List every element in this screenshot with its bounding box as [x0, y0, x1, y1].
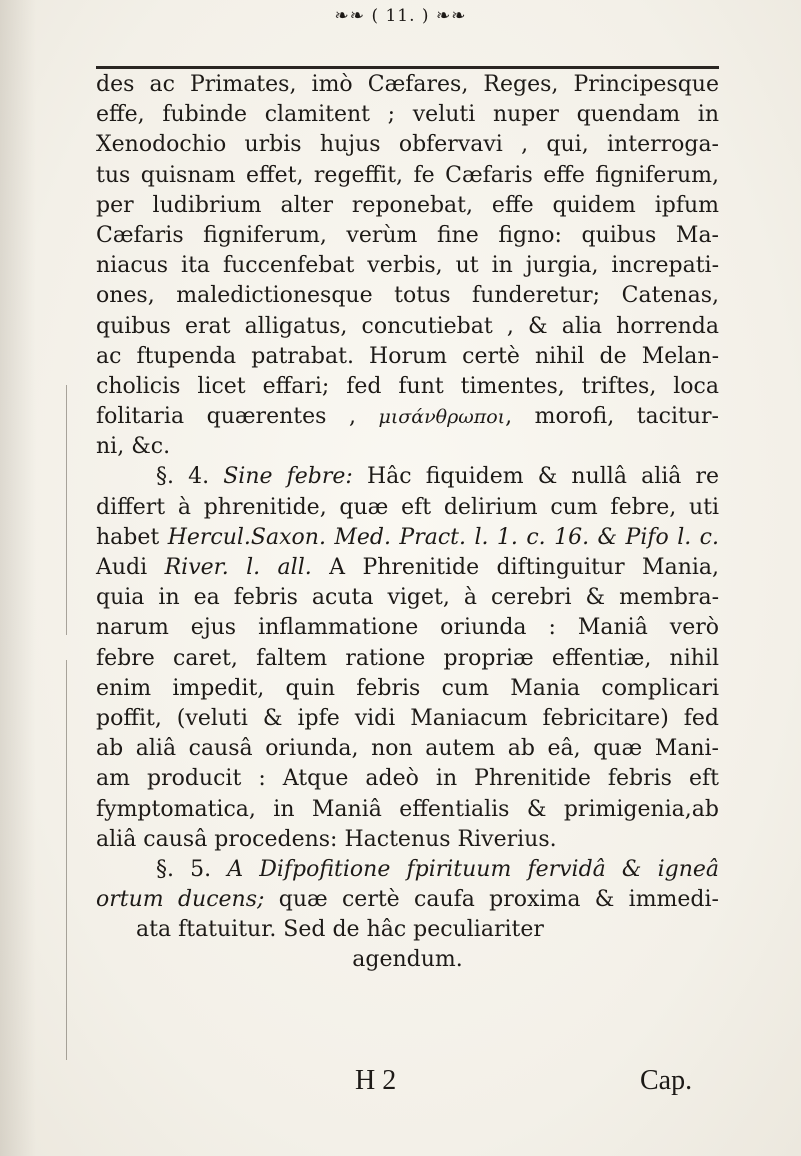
text-line: narum ejus inflammatione oriunda : Maniâ verò — [96, 615, 719, 641]
page-header — [0, 6, 801, 26]
page-footer — [0, 1065, 801, 1105]
header-ornament-left: ❧❧ — [334, 6, 372, 26]
section-number: §. 4. — [156, 464, 210, 490]
text-run: , morofi, tacitur- — [505, 404, 719, 430]
text-run: habet — [96, 524, 160, 550]
section-heading: A Difpofitione fpirituum fervidâ & igneâ — [227, 856, 720, 882]
text-line: enim impedit, quin febris cum Mania complicari — [96, 675, 719, 701]
body-text — [96, 70, 719, 976]
text-line — [96, 885, 719, 915]
margin-mark — [66, 660, 67, 1060]
text-line: niacus ita fuccenfebat verbis, ut in jurgia, increpati- — [96, 253, 719, 279]
section-heading: Sine febre: — [223, 464, 353, 490]
text-line — [96, 553, 719, 583]
text-line — [96, 462, 719, 492]
text-line: tus quisnam effet, regeffit, fe Cæfaris effe figniferum, — [96, 162, 719, 188]
text-run: Audi — [96, 555, 148, 580]
binding-shadow — [0, 0, 36, 1156]
text-line — [96, 855, 719, 885]
text-line: Cæfaris figniferum, verùm fine figno: quibus Ma- — [96, 222, 719, 248]
citation: River. l. all. — [164, 555, 312, 580]
text-line: fymptomatica, in Maniâ effentialis & primigenia,ab — [96, 796, 719, 822]
signature-mark: H 2 — [355, 1065, 397, 1096]
text-line: quia in ea febris acuta viget, à cerebri & membra- — [96, 585, 719, 611]
text-line: quibus erat alligatus, concutiebat , & alia horrenda — [96, 313, 719, 339]
text-run: Hâc fiquidem & nullâ aliâ re — [366, 464, 720, 490]
text-run: A Phrenitide diftinguitur Mania, — [329, 555, 720, 580]
text-line: ni, &c. — [96, 434, 171, 460]
text-run: folitaria quærentes , — [96, 404, 356, 430]
greek-word: μισάνθρωποι — [378, 406, 506, 429]
text-line — [96, 402, 719, 432]
text-line: poffit, (veluti & ipfe vidi Maniacum febricitare) fed — [96, 705, 719, 731]
text-line: per ludibrium alter reponebat, effe quidem ipfum — [96, 192, 719, 218]
section-number: §. 5. — [156, 856, 212, 882]
text-line: aliâ causâ procedens: Hactenus Riverius. — [96, 826, 557, 852]
citation: Hercul.Saxon. Med. Pract. l. 1. c. 16. & Pifo l. c. — [167, 524, 719, 550]
section-heading: ortum ducens; — [96, 887, 265, 913]
header-ornament-right: ❧❧ — [429, 6, 467, 26]
text-line: cholicis licet effari; fed funt timentes, triftes, loca — [96, 373, 719, 399]
text-line: ab aliâ causâ oriunda, non autem ab eâ, quæ Mani- — [96, 736, 719, 762]
text-line: agendum. — [352, 947, 463, 973]
text-line: ata ftatuitur. Sed de hâc peculiariter — [136, 917, 544, 943]
text-line: effe, fubinde clamitent ; veluti nuper quendam in — [96, 102, 719, 128]
catchword: Cap. — [640, 1065, 693, 1096]
text-line: am producit : Atque adeò in Phrenitide febris eft — [96, 766, 719, 792]
text-line: ac ftupenda patrabat. Horum certè nihil de Melan- — [96, 343, 719, 369]
text-line: des ac Primates, imò Cæfares, Reges, Principesque — [96, 72, 719, 97]
text-line — [96, 523, 719, 553]
text-line: ones, maledictionesque totus funderetur; Catenas, — [96, 283, 719, 309]
text-run: quæ certè caufa proxima & immedi- — [278, 887, 719, 913]
margin-mark — [66, 385, 67, 635]
header-rule — [96, 66, 719, 69]
text-line: Xenodochio urbis hujus obfervavi , qui, interroga- — [96, 132, 719, 158]
text-line: febre caret, faltem ratione propriæ effentiæ, nihil — [96, 645, 719, 671]
text-line: differt à phrenitide, quæ eft delirium cum febre, uti — [96, 494, 719, 520]
page-number: ( 11. ) — [371, 6, 430, 26]
